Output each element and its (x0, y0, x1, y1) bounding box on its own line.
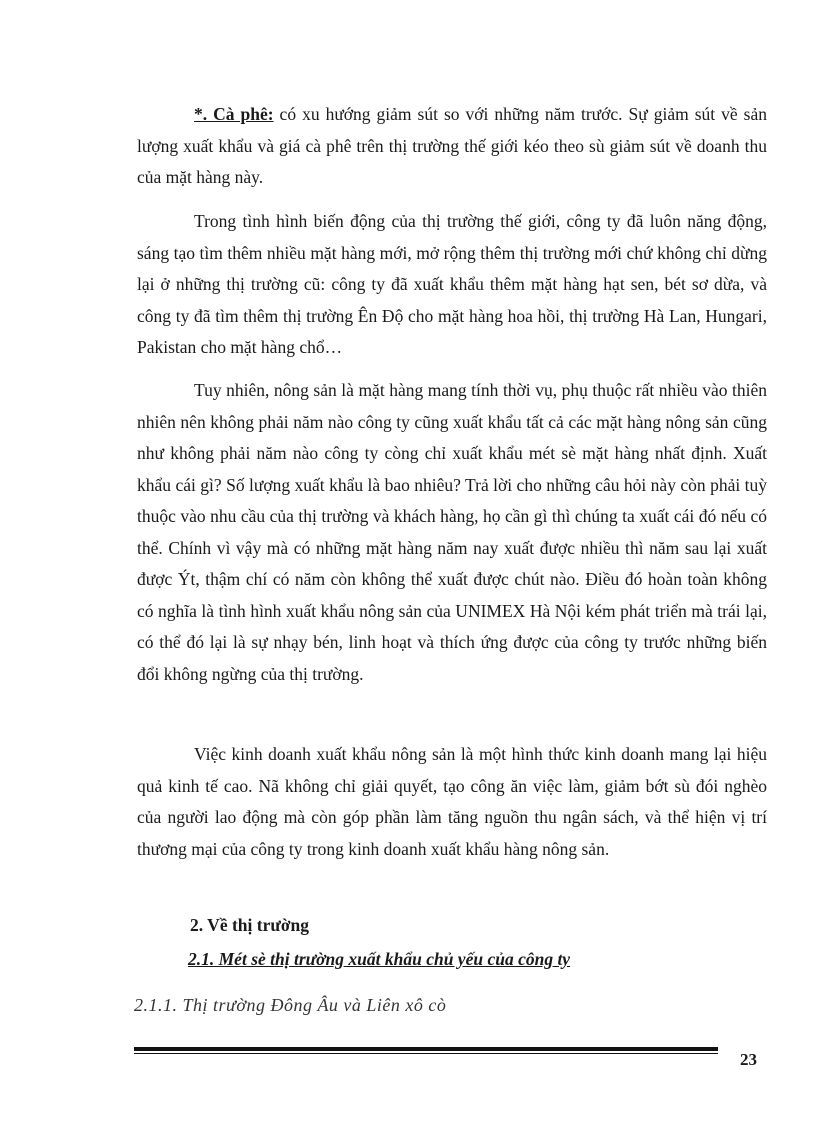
subsubsection-heading: 2.1.1. Thị trường Đông Âu và Liên xô cò (134, 995, 447, 1015)
coffee-label: *. Cà phê: (194, 104, 274, 124)
page-number: 23 (740, 1050, 757, 1069)
section-heading: 2. Về thị trường (190, 915, 310, 935)
paragraph-market-dynamics: Trong tình hình biến động của thị trường thế giới, công ty đã luôn năng động, sáng tạo tìm thêm nhiều mặt hàng mới, mở rộng thêm thị trường mới chứ không chỉ dừng lại ở những thị trường cũ: công ty đã xuất khẩu thêm mặt hàng hạt sen, bét sơ dừa, và công ty đã tìm thêm thị trường Ên Độ cho mặt hàng hoa hồi, thị trường Hà Lan, Hungari, Pakistan cho mặt hàng chổ… (137, 211, 767, 357)
paragraph-coffee (137, 99, 767, 194)
footer-rule-thin (134, 1053, 718, 1054)
footer-rule (134, 1047, 718, 1051)
coffee-text: có xu hướng giảm sút so với những năm trước. Sự giảm sút về sản lượng xuất khẩu và giá cà phê trên thị trường thế giới kéo theo sù giảm sút về doanh thu của mặt hàng này. (137, 104, 767, 187)
subsection-heading: 2.1. Mét sè thị trường xuất khẩu chủ yếu của công ty (188, 949, 571, 969)
paragraph-seasonality: Tuy nhiên, nông sản là mặt hàng mang tính thời vụ, phụ thuộc rất nhiều vào thiên nhiên nên không phải năm nào công ty cũng xuất khẩu tất cả các mặt hàng nông sản cũng như không phải năm nào công ty còng chỉ xuất khẩu mét sè mặt hàng nhất định. Xuất khẩu cái gì? Số lượng xuất khẩu là bao nhiêu? Trả lời cho những câu hỏi này còn phải tuỳ thuộc vào nhu cầu của thị trường và khách hàng, họ cần gì thì chúng ta xuất cái đó nếu có thể. Chính vì vậy mà có những mặt hàng năm nay xuất được nhiều thì năm sau lại xuất được Ýt, thậm chí có năm còn không thể xuất được chút nào. Điều đó hoàn toàn không có nghĩa là tình hình xuất khẩu nông sản của UNIMEX Hà Nội kém phát triển mà trái lại, có thể đó lại là sự nhạy bén, linh hoạt và thích ứng được của công ty trước những biến đổi không ngừng của thị trường. (137, 380, 767, 684)
paragraph-business-efficiency: Việc kinh doanh xuất khẩu nông sản là một hình thức kinh doanh mang lại hiệu quả kinh tế cao. Nã không chỉ giải quyết, tạo công ăn việc làm, giảm bớt sù đói nghèo của người lao động mà còn góp phần làm tăng nguồn thu ngân sách, và thể hiện vị trí thương mại của công ty trong kinh doanh xuất khẩu hàng nông sản. (137, 744, 767, 859)
